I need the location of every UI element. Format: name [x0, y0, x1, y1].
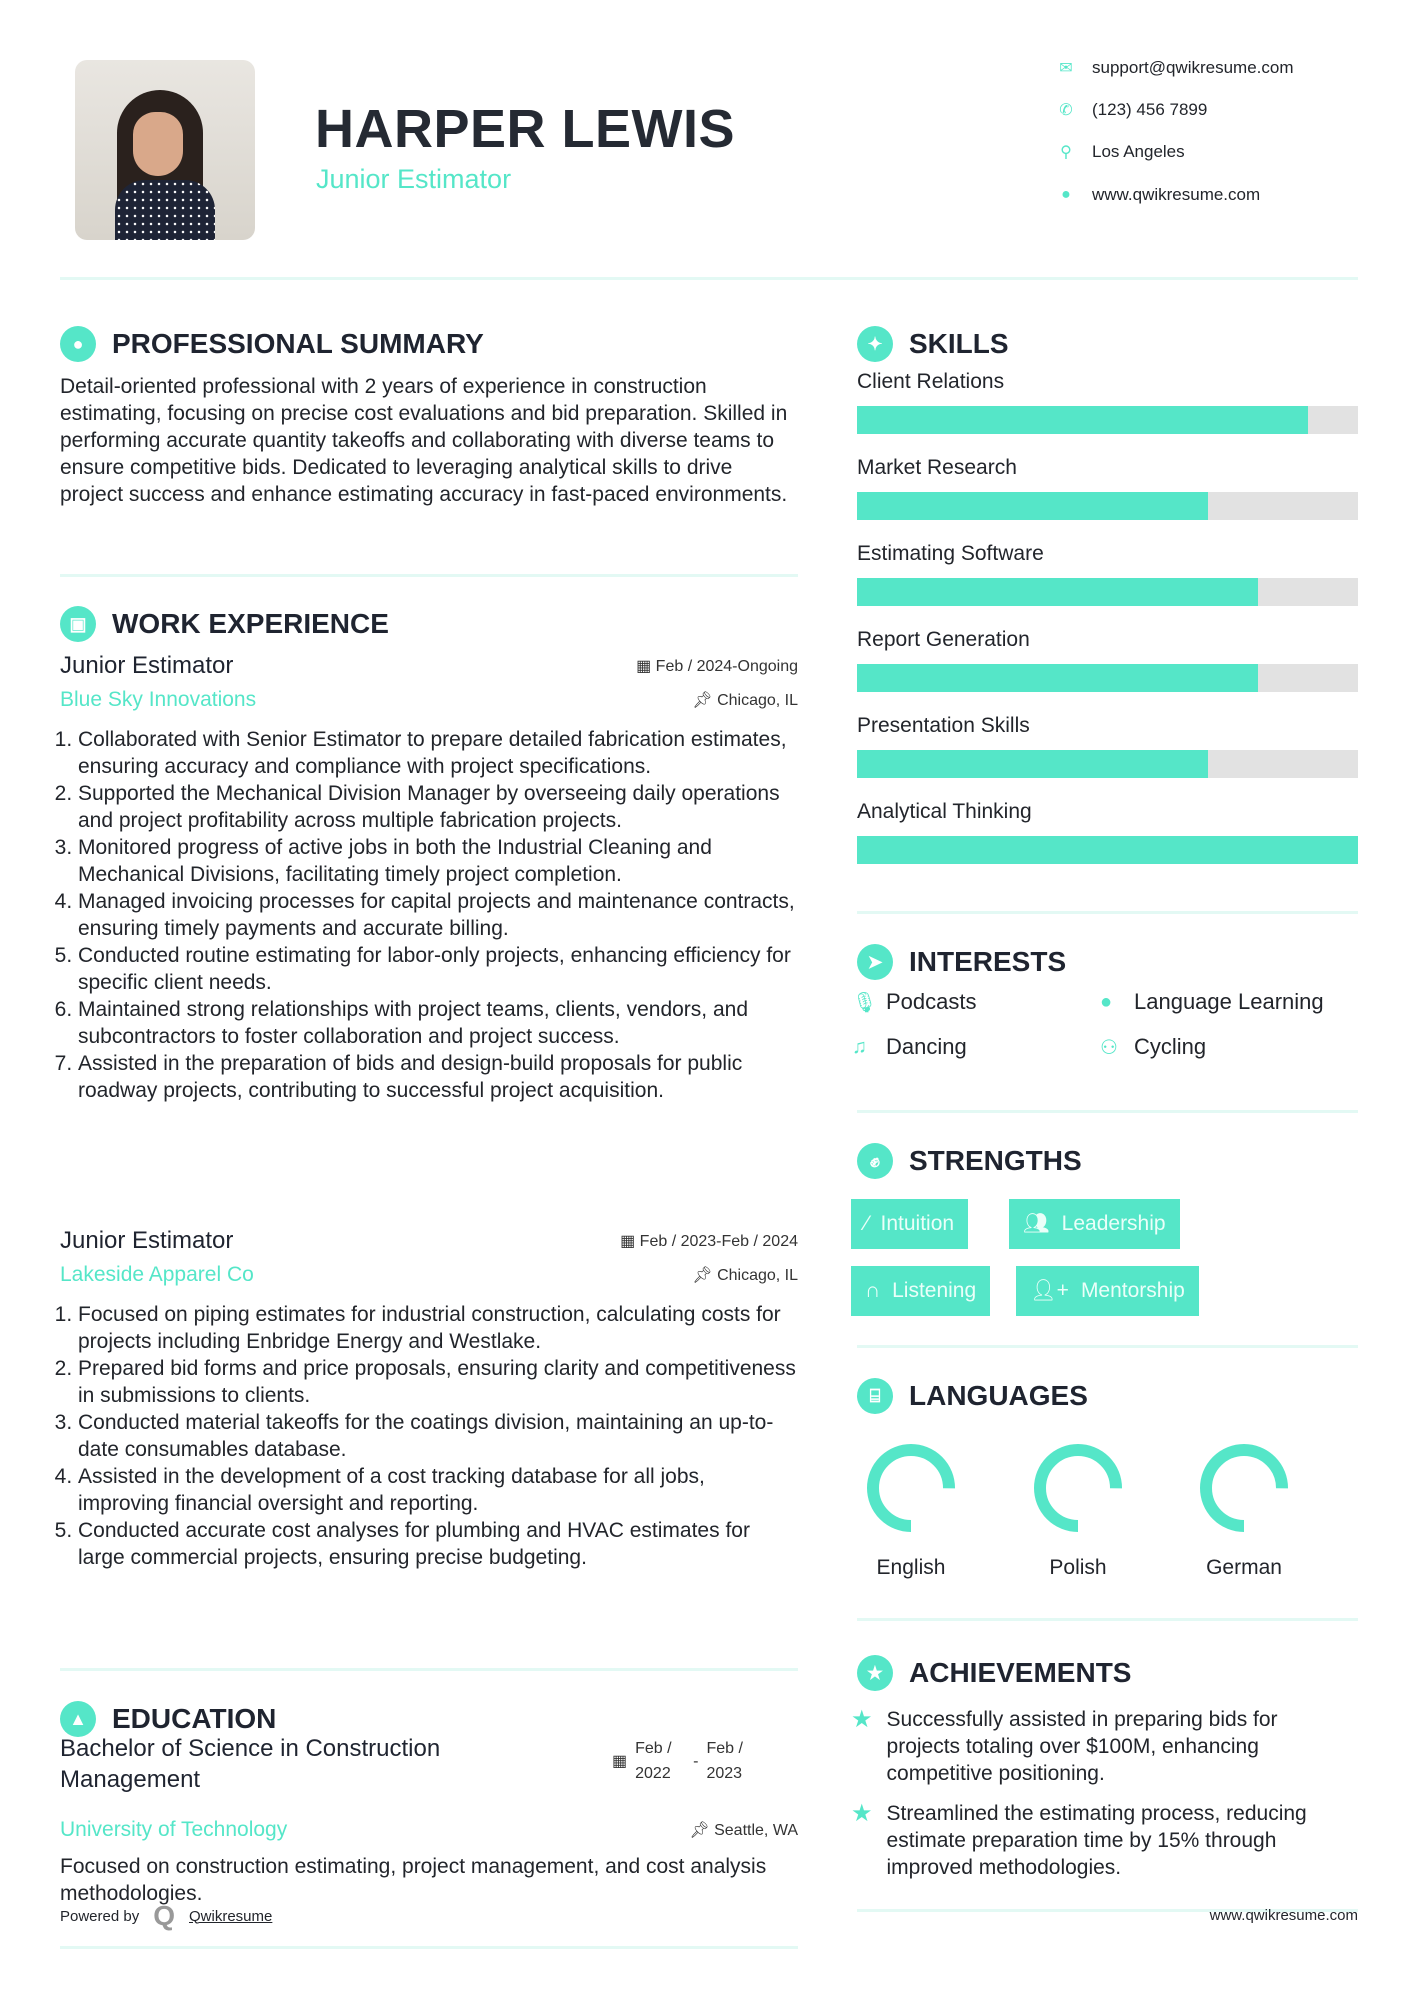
bullet: 4. Managed invoicing processes for capital projects and maintenance contracts, ensuring timely payments and accurate billing. — [78, 888, 798, 942]
skills-heading — [857, 326, 1009, 362]
contact-location — [1056, 142, 1185, 162]
skill-bar-fill — [857, 836, 1358, 864]
user-icon: ● — [60, 326, 96, 362]
skill-bar-fill — [857, 406, 1308, 434]
section-divider — [857, 1618, 1358, 1621]
music-icon: ♫ — [852, 1035, 867, 1058]
chip-label: Leadership — [1061, 1212, 1166, 1235]
pin-icon: 📌︎ — [692, 1267, 713, 1284]
microphone-icon: 🎙︎ — [852, 991, 878, 1014]
strength-chip — [851, 1266, 990, 1316]
section-divider — [857, 1110, 1358, 1113]
skill-item — [857, 542, 1358, 606]
contact-text: support@qwikresume.com — [1092, 58, 1294, 77]
pin-icon: 📌︎ — [689, 1822, 710, 1839]
skill-bar — [857, 836, 1358, 864]
candidate-title: Junior Estimator — [316, 164, 512, 194]
chip-label: Listening — [892, 1279, 977, 1302]
job-entry — [60, 1225, 798, 1571]
summary-heading — [60, 326, 484, 362]
magic-wand-icon: ⁄ — [865, 1212, 869, 1235]
star-badge-icon: ★ — [857, 1655, 893, 1691]
dates-text: Feb / 2023-Feb / 2024 — [639, 1233, 798, 1250]
globe-icon: ● — [1061, 186, 1071, 203]
contact-text: Los Angeles — [1092, 142, 1185, 161]
language-label: Polish — [1049, 1556, 1107, 1579]
section-divider — [857, 911, 1358, 914]
skill-bar — [857, 664, 1358, 692]
powered-by — [60, 1900, 272, 1932]
degree-title: Bachelor of Science in Construction Management — [60, 1735, 441, 1793]
bullet: 5. Conducted accurate cost analyses for plumbing and HVAC estimates for large commercial projects, ensuring precise budgeting. — [78, 1517, 798, 1571]
education-heading — [60, 1701, 276, 1737]
pin-icon: 📌︎ — [692, 692, 713, 709]
job-bullets — [60, 726, 798, 1104]
language-item — [1164, 1444, 1324, 1580]
language-item — [831, 1444, 991, 1580]
section-divider — [60, 1946, 798, 1949]
location-text: Seattle, WA — [714, 1822, 798, 1839]
header-divider — [60, 277, 1358, 280]
heading-text: SKILLS — [909, 328, 1009, 359]
users-icon: 👥︎ — [1023, 1212, 1050, 1235]
bullet: 2. Prepared bid forms and price proposals, ensuring clarity and competitiveness in submissions to clients. — [78, 1355, 798, 1409]
fist-icon: ✊︎ — [857, 1143, 893, 1179]
bullet: 1. Focused on piping estimates for industrial construction, calculating costs for projects including Enbridge Energy and Westlake. — [78, 1301, 798, 1355]
user-plus-icon: 👤︎+ — [1030, 1279, 1069, 1302]
section-divider — [857, 1345, 1358, 1348]
skill-bar — [857, 492, 1358, 520]
interest-item — [1100, 1034, 1206, 1060]
education-location — [689, 1820, 798, 1840]
skill-label: Client Relations — [857, 370, 1005, 393]
skill-label: Report Generation — [857, 628, 1030, 651]
skill-label: Presentation Skills — [857, 714, 1030, 737]
bullet: 3. Conducted material takeoffs for the coatings division, maintaining an up-to-date consumables database. — [78, 1409, 798, 1463]
skill-label: Market Research — [857, 456, 1017, 479]
job-location — [692, 690, 798, 710]
profile-photo — [75, 60, 255, 240]
school-name: University of Technology — [60, 1818, 288, 1841]
heading-text: STRENGTHS — [909, 1145, 1082, 1176]
skill-label: Estimating Software — [857, 542, 1044, 565]
interest-label: Podcasts — [886, 989, 977, 1014]
skill-item — [857, 370, 1358, 434]
education-dates — [612, 1736, 756, 1786]
dates-text: Feb / 2024-Ongoing — [655, 658, 798, 675]
skill-item — [857, 456, 1358, 520]
company-name: Lakeside Apparel Co — [60, 1263, 254, 1286]
globe-icon: ● — [1100, 990, 1113, 1013]
job-bullets — [60, 1301, 798, 1571]
language-label: English — [876, 1556, 946, 1579]
start-date: Feb / 2022 — [635, 1740, 672, 1782]
location-text: Chicago, IL — [717, 692, 798, 709]
bullet: 2. Supported the Mechanical Division Manager by overseeing daily operations and project profitability across multiple fabrication projects. — [78, 780, 798, 834]
paper-plane-icon: ➤ — [857, 944, 893, 980]
contact-website[interactable] — [1056, 185, 1260, 205]
job-title: Junior Estimator — [60, 652, 234, 679]
section-divider — [60, 574, 798, 577]
job-dates: ▦ Feb / 2023-Feb / 2024 — [620, 1233, 798, 1250]
heading-text: WORK EXPERIENCE — [112, 608, 389, 639]
achievement-item — [851, 1800, 1351, 1881]
skill-label: Analytical Thinking — [857, 800, 1032, 823]
achievements-heading — [857, 1655, 1131, 1691]
interest-label: Language Learning — [1134, 989, 1324, 1014]
achievement-item — [851, 1706, 1351, 1787]
footer-website[interactable]: www.qwikresume.com — [1209, 1907, 1358, 1924]
achievement-text: Successfully assisted in preparing bids for projects totaling over $100M, enhancing competitive positioning. — [886, 1708, 1278, 1785]
contact-text: (123) 456 7899 — [1092, 100, 1208, 119]
calendar-icon: ▦ — [612, 1752, 628, 1770]
skill-bar-fill — [857, 578, 1258, 606]
heading-text: EDUCATION — [112, 1703, 277, 1734]
candidate-name: HARPER LEWIS — [315, 99, 736, 159]
heading-text: ACHIEVEMENTS — [909, 1657, 1132, 1688]
shooting-star-icon: ★ — [851, 1800, 873, 1827]
work-heading — [60, 606, 389, 642]
heading-text: INTERESTS — [909, 946, 1067, 977]
language-label: German — [1206, 1556, 1282, 1579]
heading-text: PROFESSIONAL SUMMARY — [112, 328, 484, 359]
skill-item — [857, 628, 1358, 692]
interest-item — [852, 989, 977, 1015]
skill-bar — [857, 578, 1358, 606]
strength-chip — [851, 1199, 968, 1249]
job-entry — [60, 650, 798, 1104]
location-text: Chicago, IL — [717, 1267, 798, 1284]
job-title: Junior Estimator — [60, 1227, 234, 1254]
shooting-star-icon: ★ — [851, 1706, 873, 1733]
contact-text: www.qwikresume.com — [1092, 185, 1261, 204]
qwikresume-logo: Q — [153, 1900, 175, 1931]
interest-label: Cycling — [1134, 1034, 1207, 1059]
language-item — [998, 1444, 1158, 1580]
phone-icon: ✆ — [1059, 102, 1073, 119]
skill-bar-fill — [857, 492, 1208, 520]
bullet: 5. Conducted routine estimating for labor-only projects, enhancing efficiency for specific client needs. — [78, 942, 798, 996]
skill-bar — [857, 406, 1358, 434]
interest-item — [852, 1034, 967, 1060]
language-icon: ⌸ — [857, 1378, 893, 1414]
strength-chip — [1016, 1266, 1199, 1316]
skill-bar-fill — [857, 750, 1208, 778]
briefcase-icon: ▣ — [60, 606, 96, 642]
interest-item — [1100, 989, 1324, 1015]
headphones-icon: ∩ — [865, 1279, 881, 1302]
job-location — [692, 1265, 798, 1285]
summary-text: Detail-oriented professional with 2 years of experience in construction estimating, focusing on precise cost evaluations and bid preparation. Skilled in performing accurate quantity takeoffs and collaborating with diverse teams to ensure competitive bids. Dedicated to leveraging analytical skills to drive project success and enhance estimating accuracy in fast-paced environments. — [60, 375, 788, 506]
chip-label: Mentorship — [1080, 1279, 1185, 1302]
bullet: 3. Monitored progress of active jobs in both the Industrial Cleaning and Mechanical Divisions, facilitating timely project completion. — [78, 834, 798, 888]
skill-bar — [857, 750, 1358, 778]
achievement-text: Streamlined the estimating process, reducing estimate preparation time by 15% through improved methodologies. — [886, 1802, 1307, 1879]
brand-link[interactable]: Qwikresume — [189, 1907, 273, 1925]
skill-item — [857, 800, 1358, 864]
chip-label: Intuition — [880, 1212, 955, 1235]
job-dates: ▦ Feb / 2024-Ongoing — [636, 658, 798, 675]
bullet: 1. Collaborated with Senior Estimator to prepare detailed fabrication estimates, ensuring accuracy and compliance with project specifications. — [78, 726, 798, 780]
powered-by-text: Powered by — [60, 1907, 140, 1925]
strengths-heading — [857, 1143, 1082, 1179]
bullet: 6. Maintained strong relationships with project teams, clients, vendors, and subcontractors to foster collaboration and project success. — [78, 996, 798, 1050]
map-pin-icon: ⚲ — [1060, 144, 1072, 161]
contact-email[interactable] — [1056, 58, 1294, 78]
end-date: Feb / 2023 — [706, 1740, 743, 1782]
section-divider — [60, 1668, 798, 1671]
contact-phone — [1056, 100, 1207, 120]
bullet: 4. Assisted in the development of a cost tracking database for all jobs, improving financial oversight and reporting. — [78, 1463, 798, 1517]
envelope-icon: ✉ — [1059, 60, 1073, 77]
bullet: 7. Assisted in the preparation of bids and design-build proposals for public roadway projects, contributing to successful project acquisition. — [78, 1050, 798, 1104]
skill-item — [857, 714, 1358, 778]
company-name: Blue Sky Innovations — [60, 688, 257, 711]
strength-chip — [1009, 1199, 1180, 1249]
bicycle-icon: ⚇ — [1100, 1036, 1118, 1059]
languages-heading — [857, 1378, 1088, 1414]
lightbulb-icon: ✦ — [857, 326, 893, 362]
date-separator: - — [693, 1752, 699, 1770]
heading-text: LANGUAGES — [909, 1380, 1088, 1411]
language-ring — [1034, 1444, 1122, 1532]
language-ring — [867, 1444, 955, 1532]
interests-heading — [857, 944, 1066, 980]
interest-label: Dancing — [886, 1034, 967, 1059]
skill-bar-fill — [857, 664, 1258, 692]
graduation-cap-icon: ▲ — [60, 1701, 96, 1737]
education-description: Focused on construction estimating, project management, and cost analysis methodologies. — [60, 1855, 767, 1905]
language-ring — [1200, 1444, 1288, 1532]
